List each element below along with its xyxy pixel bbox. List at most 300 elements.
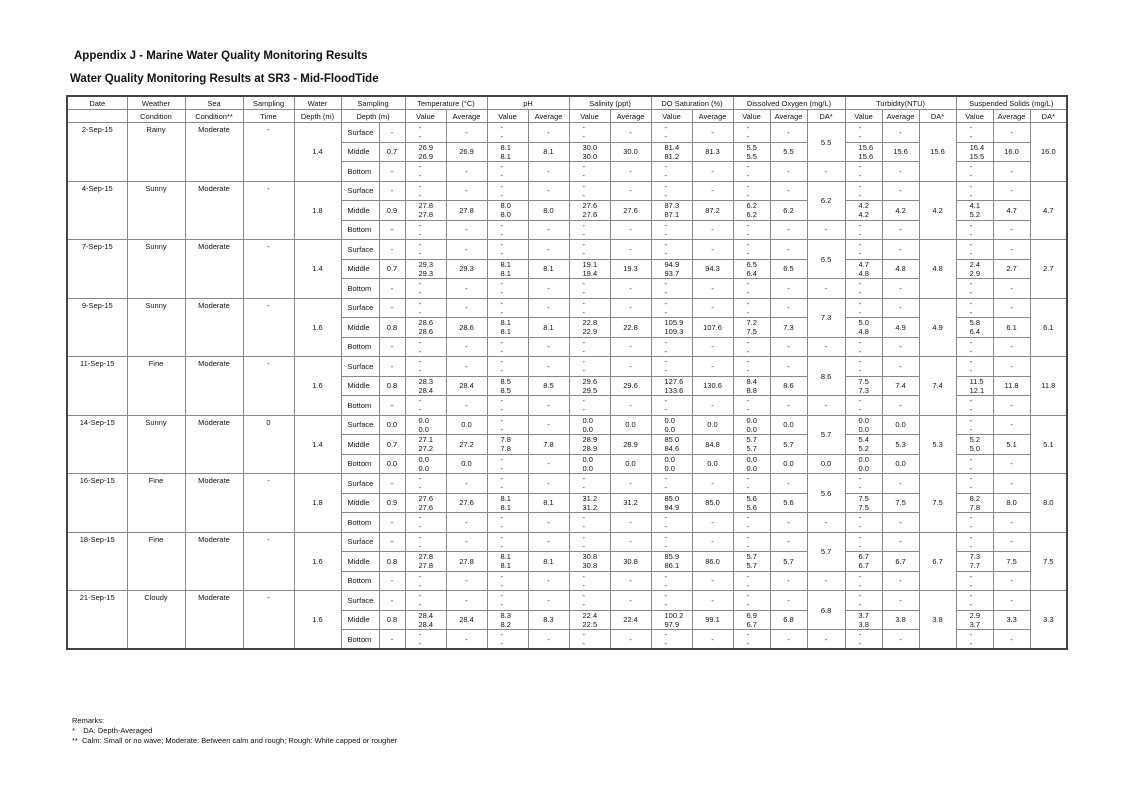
do-saturation-value-reading-1: - <box>664 220 668 230</box>
turbidity-value <box>845 201 882 221</box>
sampling-depth-value: - <box>379 240 405 260</box>
salinity-value-reading-1: - <box>582 220 586 230</box>
do-saturation-value-reading-2: 109.3 <box>664 327 684 337</box>
level-label: Middle <box>341 259 379 279</box>
ph-value <box>487 532 528 552</box>
suspended-solids-value-reading-1: - <box>969 513 973 523</box>
sampling-depth-value: 0.9 <box>379 201 405 221</box>
do-saturation-value-reading-2: 84.9 <box>664 502 680 512</box>
salinity-value-reading-2: - <box>582 483 586 493</box>
do-saturation-value <box>651 454 692 474</box>
turbidity-value <box>845 513 882 533</box>
suspended-solids-average: 8.0 <box>993 493 1030 513</box>
salinity-value-reading-2: - <box>582 522 586 532</box>
sampling-depth-value: - <box>379 279 405 299</box>
ph-value-reading-1: - <box>500 415 504 425</box>
dissolved-oxygen-average: 7.3 <box>770 318 807 338</box>
dissolved-oxygen-value-reading-1: 0.0 <box>746 415 757 425</box>
dissolved-oxygen-value <box>733 552 770 572</box>
salinity-value-reading-1: - <box>582 571 586 581</box>
ph-average: 8.3 <box>528 610 569 630</box>
sampling-depth-value: - <box>379 474 405 494</box>
turbidity-value <box>845 279 882 299</box>
temperature-value-reading-1: - <box>418 298 421 308</box>
temperature-value-reading-2: 28.6 <box>418 327 434 337</box>
do-saturation-value <box>651 318 692 338</box>
dissolved-oxygen-da: 5.7 <box>807 415 845 454</box>
dissolved-oxygen-value-reading-1: 5.5 <box>746 142 757 152</box>
do-saturation-value-reading-1: 105.9 <box>664 318 684 328</box>
dissolved-oxygen-da: 6.8 <box>807 591 845 630</box>
ph-average: - <box>528 532 569 552</box>
ph-value-reading-2: - <box>500 463 504 473</box>
level-label: Bottom <box>341 630 379 650</box>
do-saturation-value-reading-1: - <box>664 123 668 133</box>
temperature-value-reading-2: - <box>418 600 421 610</box>
remarks-mark-2: ** <box>72 736 78 745</box>
weather-cell: Sunny <box>127 240 185 299</box>
ph-value <box>487 454 528 474</box>
remarks-title: Remarks: <box>72 716 105 725</box>
do-saturation-value-reading-1: - <box>664 571 668 581</box>
do-saturation-value-reading-1: - <box>664 279 668 289</box>
dissolved-oxygen-value <box>733 220 770 240</box>
do-saturation-value-reading-2: - <box>664 541 668 551</box>
dissolved-oxygen-average: 5.7 <box>770 552 807 572</box>
do-saturation-value-reading-2: - <box>664 249 668 259</box>
salinity-value-reading-1: 19.1 <box>582 259 598 269</box>
do-saturation-value-reading-2: - <box>664 639 668 648</box>
turbidity-value-reading-1: - <box>858 513 862 523</box>
suspended-solids-value <box>956 318 993 338</box>
salinity-average: 19.3 <box>610 259 651 279</box>
ph-value-reading-2: - <box>500 424 504 434</box>
do-saturation-value-reading-1: - <box>664 474 668 484</box>
salinity-value-reading-1: - <box>582 162 586 172</box>
do-saturation-value-reading-1: 0.0 <box>664 415 675 425</box>
dissolved-oxygen-value-reading-2: - <box>746 346 750 356</box>
turbidity-value-reading-2: - <box>858 541 862 551</box>
temperature-value-reading-2: - <box>418 346 421 356</box>
suspended-solids-average: 16.0 <box>993 142 1030 162</box>
suspended-solids-value-reading-1: 11.5 <box>969 376 984 386</box>
ph-average: 8.5 <box>528 376 569 396</box>
salinity-value-reading-1: 30.8 <box>582 552 598 562</box>
salinity-value <box>569 454 610 474</box>
dissolved-oxygen-value-reading-1: - <box>746 630 750 639</box>
salinity-value <box>569 493 610 513</box>
suspended-solids-value <box>956 181 993 201</box>
temperature-average: - <box>446 396 487 416</box>
sampling-depth-value: - <box>379 181 405 201</box>
do-saturation-average: - <box>692 123 733 143</box>
turbidity-average: - <box>882 474 919 494</box>
salinity-value-reading-2: 22.9 <box>582 327 598 337</box>
table-row <box>67 415 1067 435</box>
turbidity-value-reading-1: - <box>858 532 862 542</box>
ph-value-reading-2: - <box>500 171 504 181</box>
do-saturation-value-reading-1: - <box>664 630 668 639</box>
remarks <box>72 716 397 746</box>
temperature-value <box>405 532 446 552</box>
suspended-solids-average: - <box>993 279 1030 299</box>
suspended-solids-da: 11.8 <box>1030 357 1067 416</box>
salinity-average: - <box>610 571 651 591</box>
suspended-solids-da: 8.0 <box>1030 474 1067 533</box>
dissolved-oxygen-value <box>733 376 770 396</box>
do-saturation-value-reading-2: - <box>664 405 668 415</box>
turbidity-value-reading-1: 3.7 <box>858 610 869 620</box>
suspended-solids-value-reading-1: - <box>969 571 973 581</box>
suspended-solids-value <box>956 532 993 552</box>
sampling-time-cell: - <box>243 474 294 533</box>
ph-value-reading-2: 7.8 <box>500 444 511 454</box>
level-label: Middle <box>341 318 379 338</box>
temperature-value-reading-1: 28.3 <box>418 376 434 386</box>
temperature-value <box>405 610 446 630</box>
sampling-depth-value: - <box>379 220 405 240</box>
dissolved-oxygen-value-reading-2: - <box>746 522 750 532</box>
suspended-solids-value-reading-1: - <box>969 454 973 464</box>
suspended-solids-value <box>956 162 993 182</box>
do-saturation-value-reading-2: - <box>664 366 668 376</box>
header-sea-sub: Condition** <box>185 110 243 123</box>
dissolved-oxygen-value-reading-1: 5.6 <box>746 493 757 503</box>
ph-value <box>487 396 528 416</box>
salinity-value-reading-2: - <box>582 600 586 610</box>
dissolved-oxygen-da-bottom: - <box>807 571 845 591</box>
water-depth-cell: 1.6 <box>294 298 341 357</box>
do-saturation-value-reading-1: 85.0 <box>664 493 680 503</box>
salinity-value-reading-2: 27.6 <box>582 210 598 220</box>
header-weather: Weather <box>127 96 185 110</box>
temperature-average: - <box>446 337 487 357</box>
salinity-value-reading-1: - <box>582 181 586 191</box>
do-saturation-value-reading-1: - <box>664 591 668 601</box>
ph-value-reading-2: - <box>500 405 504 415</box>
ph-average: - <box>528 630 569 650</box>
dissolved-oxygen-value <box>733 435 770 455</box>
dissolved-oxygen-value-reading-2: - <box>746 639 750 648</box>
suspended-solids-value-reading-2: 3.7 <box>969 619 980 629</box>
turbidity-value-reading-2: - <box>858 366 862 376</box>
ph-average: 8.1 <box>528 493 569 513</box>
dissolved-oxygen-average: 0.0 <box>770 454 807 474</box>
turbidity-value-reading-2: 6.7 <box>858 561 869 571</box>
ph-value-reading-2: - <box>500 522 504 532</box>
remarks-text-1: DA: Depth-Averaged <box>83 726 153 735</box>
turbidity-average: - <box>882 630 919 650</box>
salinity-value-reading-2: - <box>582 132 586 142</box>
suspended-solids-value-reading-2: - <box>969 346 973 356</box>
sampling-depth-value: 0.8 <box>379 376 405 396</box>
suspended-solids-value-reading-2: - <box>969 171 973 181</box>
weather-cell: Sunny <box>127 181 185 240</box>
dissolved-oxygen-average: - <box>770 630 807 650</box>
suspended-solids-value-reading-2: 6.4 <box>969 327 980 337</box>
level-label: Middle <box>341 201 379 221</box>
ph-value <box>487 123 528 143</box>
turbidity-value-reading-2: 3.8 <box>858 619 869 629</box>
dissolved-oxygen-value <box>733 259 770 279</box>
temperature-value-reading-2: 28.4 <box>418 619 434 629</box>
do-saturation-value <box>651 162 692 182</box>
ph-value <box>487 240 528 260</box>
dissolved-oxygen-average: - <box>770 279 807 299</box>
weather-cell: Fine <box>127 474 185 533</box>
ph-value <box>487 337 528 357</box>
table-row <box>67 591 1067 611</box>
turbidity-value-reading-1: 5.0 <box>858 318 869 328</box>
do-saturation-value-reading-2: 0.0 <box>664 463 675 473</box>
salinity-value-reading-1: - <box>582 474 586 484</box>
suspended-solids-da: 5.1 <box>1030 415 1067 474</box>
salinity-average: - <box>610 474 651 494</box>
turbidity-average: 4.2 <box>882 201 919 221</box>
temperature-value-reading-1: - <box>418 474 421 484</box>
dissolved-oxygen-value-reading-1: - <box>746 474 750 484</box>
table-row <box>67 474 1067 494</box>
do-saturation-value-reading-1: - <box>664 357 668 367</box>
dissolved-oxygen-average: - <box>770 240 807 260</box>
ph-average: - <box>528 162 569 182</box>
temperature-value <box>405 591 446 611</box>
dissolved-oxygen-value-reading-2: 8.8 <box>746 385 757 395</box>
turbidity-da: 4.8 <box>919 240 956 299</box>
dissolved-oxygen-value <box>733 298 770 318</box>
turbidity-value-reading-1: - <box>858 240 862 250</box>
turbidity-value-reading-2: - <box>858 522 862 532</box>
salinity-average: - <box>610 240 651 260</box>
ph-value-reading-1: 8.1 <box>500 142 511 152</box>
turbidity-average: - <box>882 532 919 552</box>
salinity-value-reading-2: 22.5 <box>582 619 598 629</box>
date-cell: 16-Sep-15 <box>67 474 127 533</box>
salinity-average: 22.8 <box>610 318 651 338</box>
suspended-solids-average: - <box>993 220 1030 240</box>
do-saturation-average: - <box>692 181 733 201</box>
suspended-solids-average: - <box>993 513 1030 533</box>
salinity-average: - <box>610 630 651 650</box>
do-saturation-average: - <box>692 337 733 357</box>
temperature-value <box>405 201 446 221</box>
ph-value <box>487 318 528 338</box>
ph-average: - <box>528 357 569 377</box>
temperature-value-reading-2: - <box>418 171 421 181</box>
dissolved-oxygen-value-reading-2: - <box>746 483 750 493</box>
temperature-value-reading-1: - <box>418 571 421 581</box>
ph-value <box>487 259 528 279</box>
turbidity-value-reading-2: 4.2 <box>858 210 869 220</box>
turbidity-value-reading-1: - <box>858 357 862 367</box>
temperature-value-reading-1: - <box>418 123 421 133</box>
dissolved-oxygen-value <box>733 610 770 630</box>
dissolved-oxygen-average: 8.6 <box>770 376 807 396</box>
dissolved-oxygen-value-reading-2: 6.4 <box>746 268 757 278</box>
temperature-average: - <box>446 513 487 533</box>
temperature-value-reading-1: - <box>418 279 421 289</box>
salinity-value <box>569 474 610 494</box>
salinity-value-reading-2: 31.2 <box>582 502 598 512</box>
ph-value <box>487 357 528 377</box>
sampling-time-cell: - <box>243 181 294 240</box>
sampling-depth-value: 0.7 <box>379 259 405 279</box>
salinity-average: - <box>610 123 651 143</box>
dissolved-oxygen-average: - <box>770 396 807 416</box>
do-saturation-average: 0.0 <box>692 415 733 435</box>
turbidity-value <box>845 532 882 552</box>
turbidity-value-reading-2: 0.0 <box>858 463 869 473</box>
sea-condition-cell: Moderate <box>185 591 243 650</box>
salinity-value-reading-1: 27.6 <box>582 201 598 211</box>
sampling-time-cell: - <box>243 591 294 650</box>
salinity-value <box>569 259 610 279</box>
suspended-solids-value-reading-2: - <box>969 639 973 648</box>
temperature-value-reading-1: 29.3 <box>418 259 434 269</box>
turbidity-value-reading-1: 6.7 <box>858 552 869 562</box>
do-saturation-value-reading-1: 85.0 <box>664 435 680 445</box>
suspended-solids-value <box>956 376 993 396</box>
dissolved-oxygen-value <box>733 357 770 377</box>
suspended-solids-value-reading-2: - <box>969 288 973 298</box>
ph-value <box>487 142 528 162</box>
do-saturation-value-reading-2: - <box>664 288 668 298</box>
dissolved-oxygen-da: 6.5 <box>807 240 845 279</box>
do-saturation-value <box>651 552 692 572</box>
do-saturation-value <box>651 337 692 357</box>
temperature-value-reading-2: 0.0 <box>418 463 429 473</box>
temperature-average: - <box>446 474 487 494</box>
turbidity-value-reading-2: 7.3 <box>858 385 869 395</box>
dissolved-oxygen-value-reading-1: 7.2 <box>746 318 757 328</box>
do-saturation-average: - <box>692 279 733 299</box>
dissolved-oxygen-value <box>733 630 770 650</box>
suspended-solids-da: 6.1 <box>1030 298 1067 357</box>
dissolved-oxygen-value-reading-1: - <box>746 337 750 347</box>
ph-value <box>487 415 528 435</box>
suspended-solids-value <box>956 474 993 494</box>
water-depth-cell: 1.4 <box>294 415 341 474</box>
header-value: Value <box>733 110 770 123</box>
header-average: Average <box>882 110 919 123</box>
dissolved-oxygen-da: 5.6 <box>807 474 845 513</box>
results-table-wrapper <box>66 95 1067 650</box>
dissolved-oxygen-value-reading-1: - <box>746 357 750 367</box>
suspended-solids-value-reading-1: 2.4 <box>969 259 980 269</box>
results-body <box>67 123 1067 650</box>
header-average: Average <box>770 110 807 123</box>
temperature-value-reading-1: 0.0 <box>418 415 429 425</box>
temperature-average: - <box>446 181 487 201</box>
do-saturation-value <box>651 435 692 455</box>
suspended-solids-value-reading-1: - <box>969 337 973 347</box>
header-dissolved-oxygen: Dissolved Oxygen (mg/L) <box>733 96 845 110</box>
turbidity-value-reading-2: 5.2 <box>858 444 869 454</box>
ph-average: - <box>528 396 569 416</box>
temperature-value-reading-1: - <box>418 396 421 406</box>
turbidity-value <box>845 220 882 240</box>
do-saturation-value <box>651 591 692 611</box>
sampling-depth-value: 0.0 <box>379 454 405 474</box>
ph-value-reading-2: - <box>500 229 504 239</box>
turbidity-value-reading-2: - <box>858 171 862 181</box>
ph-value-reading-1: 8.1 <box>500 259 511 269</box>
do-saturation-average: 86.0 <box>692 552 733 572</box>
ph-value <box>487 162 528 182</box>
header-time-sub: Time <box>243 110 294 123</box>
ph-value-reading-2: - <box>500 483 504 493</box>
remarks-text-2: Calm: Small or no wave; Moderate: Between calm and rough; Rough: White capped or rougher <box>82 736 398 745</box>
salinity-value-reading-1: 31.2 <box>582 493 598 503</box>
date-cell: 4-Sep-15 <box>67 181 127 240</box>
temperature-value <box>405 162 446 182</box>
turbidity-average: 4.9 <box>882 318 919 338</box>
salinity-value-reading-2: - <box>582 229 586 239</box>
turbidity-average: - <box>882 220 919 240</box>
turbidity-value-reading-1: 0.0 <box>858 454 869 464</box>
dissolved-oxygen-average: - <box>770 474 807 494</box>
do-saturation-average: - <box>692 474 733 494</box>
level-label: Surface <box>341 474 379 494</box>
turbidity-value-reading-2: 7.5 <box>858 502 869 512</box>
sampling-depth-value: 0.8 <box>379 318 405 338</box>
turbidity-average: - <box>882 396 919 416</box>
salinity-value-reading-1: 22.4 <box>582 610 598 620</box>
salinity-value <box>569 357 610 377</box>
do-saturation-average: - <box>692 162 733 182</box>
suspended-solids-value-reading-2: 12.1 <box>969 385 985 395</box>
salinity-value <box>569 240 610 260</box>
salinity-value-reading-2: - <box>582 639 586 648</box>
do-saturation-value-reading-2: 93.7 <box>664 268 680 278</box>
level-label: Bottom <box>341 162 379 182</box>
suspended-solids-average: - <box>993 474 1030 494</box>
turbidity-average: 3.8 <box>882 610 919 630</box>
turbidity-value-reading-1: 4.7 <box>858 259 869 269</box>
weather-cell: Sunny <box>127 298 185 357</box>
level-label: Bottom <box>341 220 379 240</box>
suspended-solids-average: - <box>993 630 1030 650</box>
suspended-solids-value <box>956 493 993 513</box>
level-label: Surface <box>341 357 379 377</box>
suspended-solids-average: 5.1 <box>993 435 1030 455</box>
ph-value <box>487 376 528 396</box>
temperature-average: - <box>446 279 487 299</box>
dissolved-oxygen-value <box>733 181 770 201</box>
do-saturation-average: - <box>692 630 733 650</box>
dissolved-oxygen-value-reading-2: - <box>746 229 750 239</box>
sampling-time-cell: 0 <box>243 415 294 474</box>
dissolved-oxygen-value-reading-1: - <box>746 123 750 133</box>
dissolved-oxygen-average: - <box>770 181 807 201</box>
suspended-solids-value-reading-1: 16.4 <box>969 142 985 152</box>
salinity-average: - <box>610 532 651 552</box>
suspended-solids-average: 4.7 <box>993 201 1030 221</box>
ph-value <box>487 220 528 240</box>
salinity-value <box>569 142 610 162</box>
ph-average: - <box>528 415 569 435</box>
sampling-time-cell: - <box>243 298 294 357</box>
ph-value-reading-1: - <box>500 298 504 308</box>
dissolved-oxygen-value <box>733 162 770 182</box>
turbidity-value-reading-2: - <box>858 600 862 610</box>
temperature-value-reading-2: - <box>418 483 421 493</box>
suspended-solids-value <box>956 259 993 279</box>
do-saturation-value-reading-1: - <box>664 337 668 347</box>
turbidity-value-reading-1: - <box>858 220 862 230</box>
dissolved-oxygen-value-reading-2: 0.0 <box>746 424 757 434</box>
level-label: Surface <box>341 240 379 260</box>
